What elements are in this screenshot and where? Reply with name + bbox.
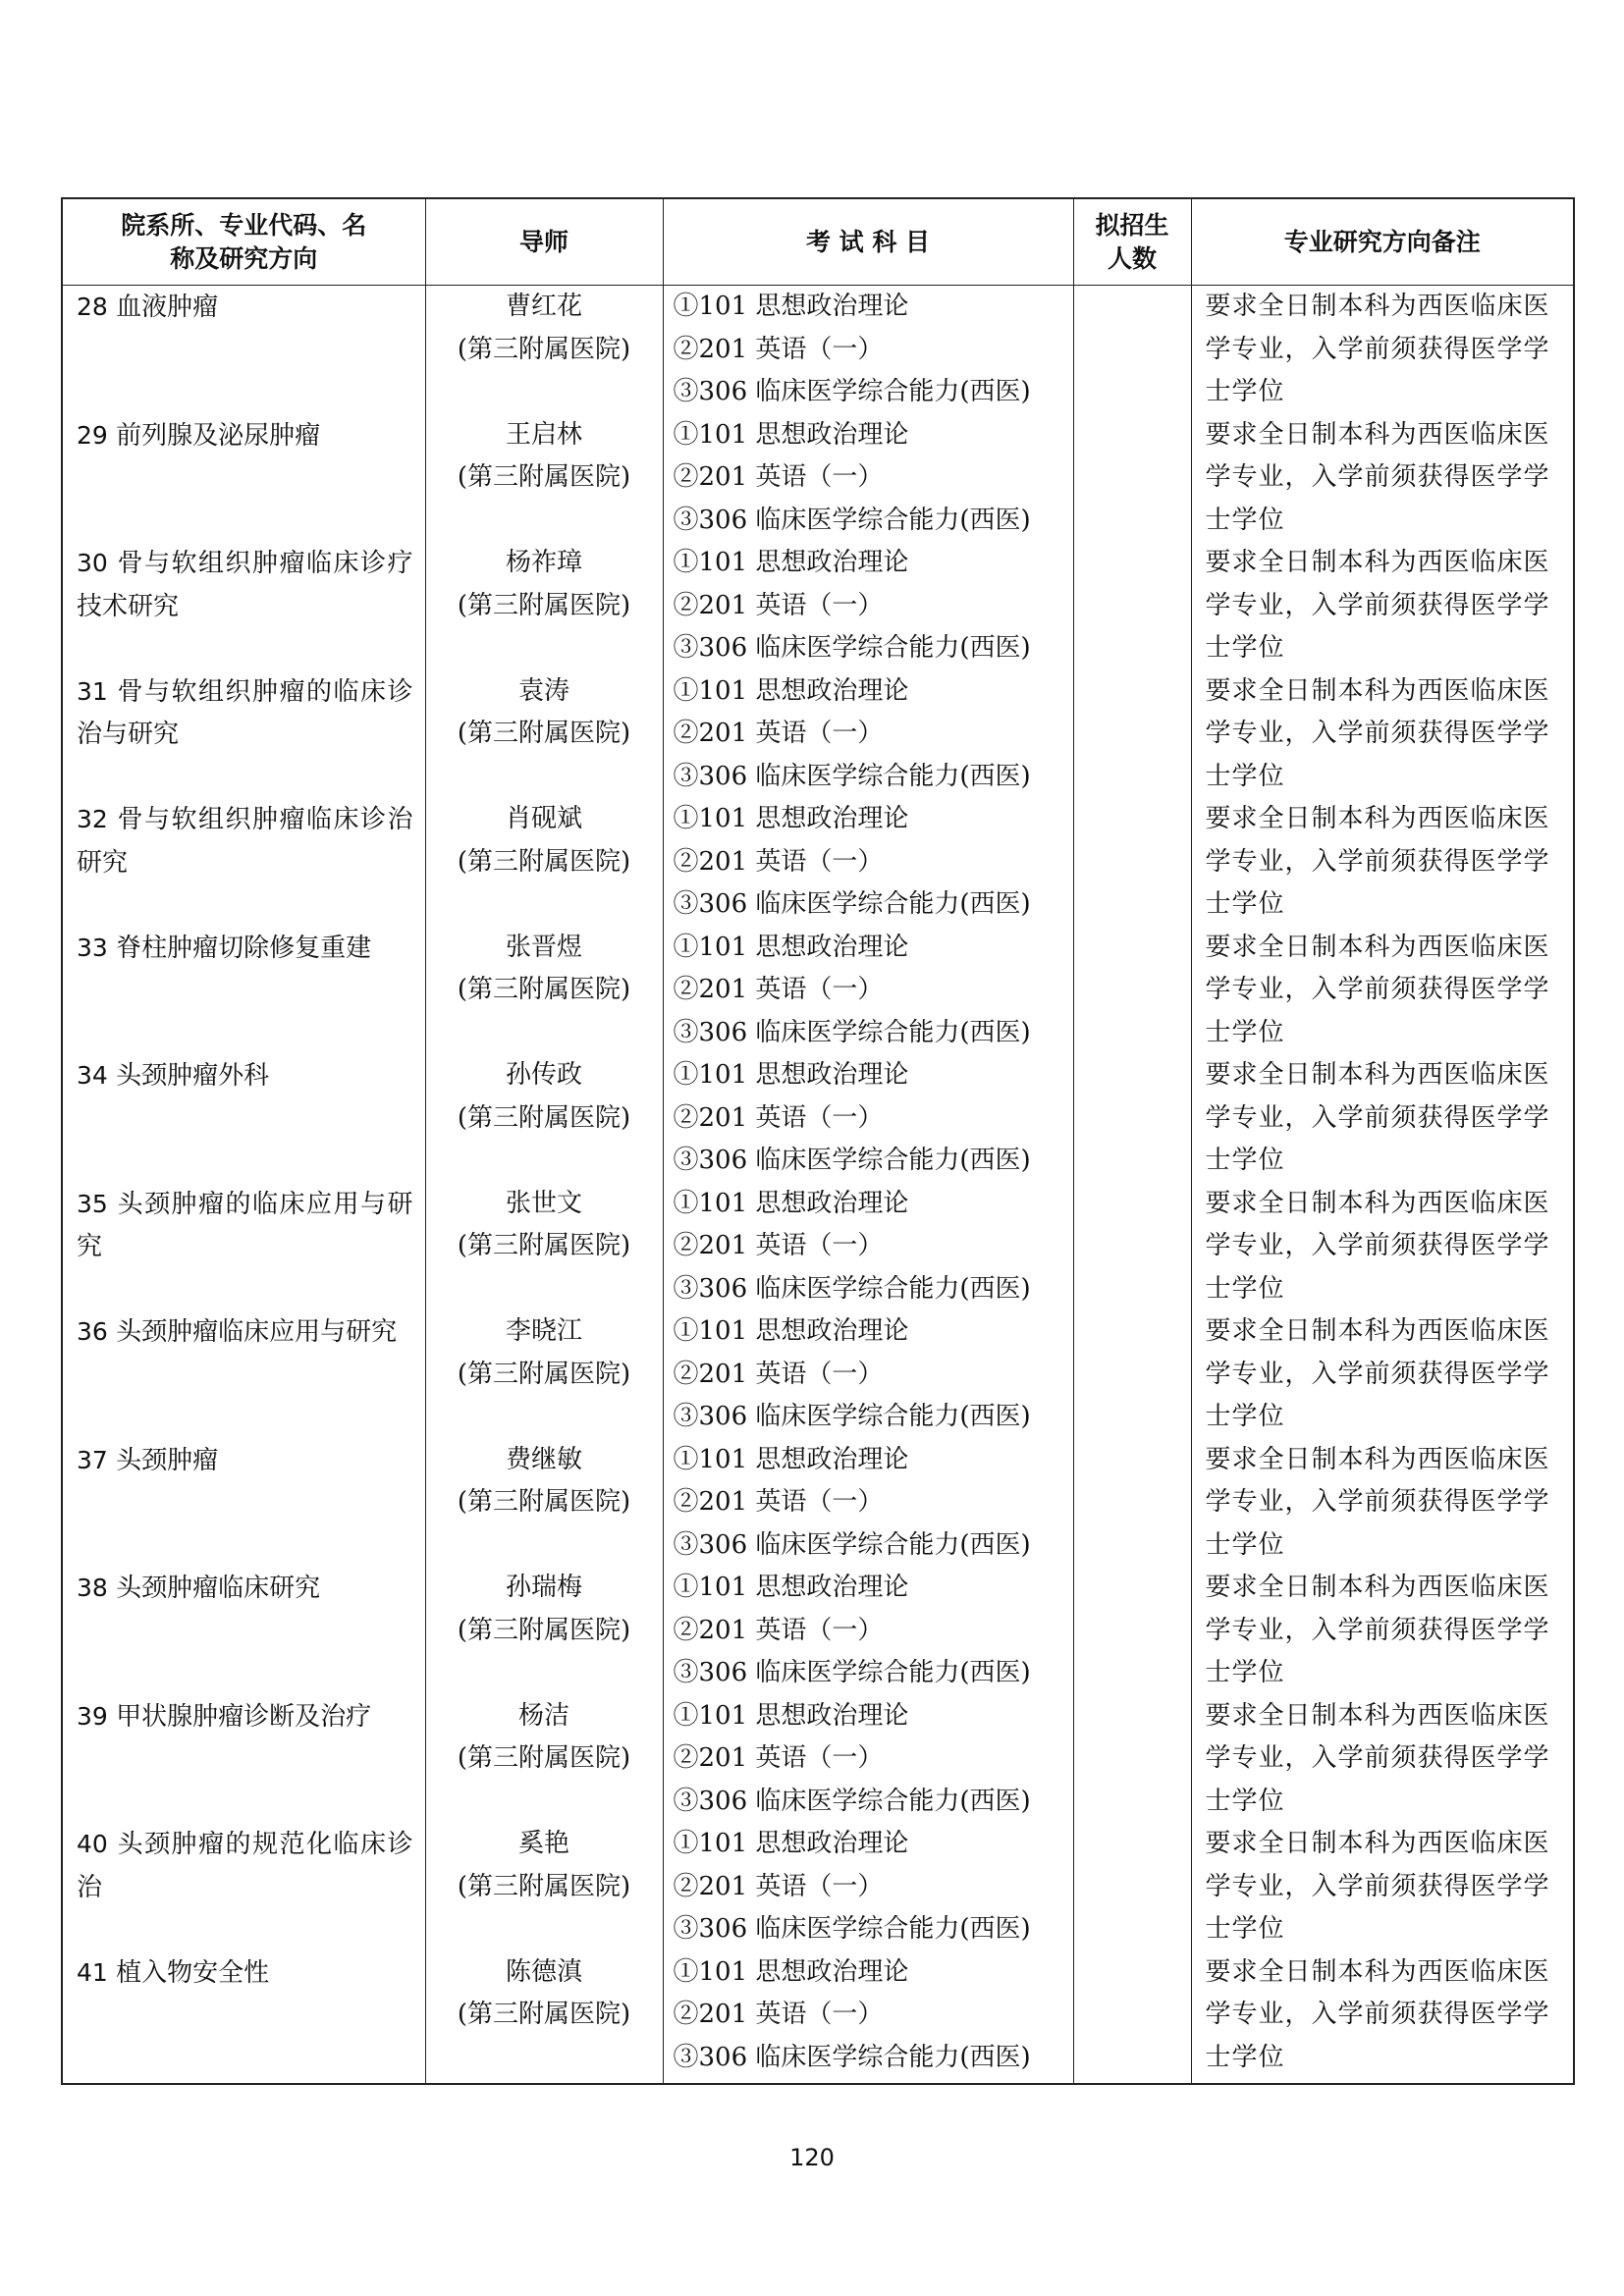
supervisor-unit: (第三附属医院) (457, 1743, 631, 1773)
direction-number: 39 (77, 1701, 108, 1731)
exam-subject: ③306 临床医学综合能力(西医) (673, 505, 1031, 535)
table-row (62, 414, 1574, 543)
admissions-table-container (61, 197, 1573, 2085)
direction-cell (62, 1054, 425, 1183)
direction-number: 40 (77, 1830, 108, 1858)
exam-subject: ①101 思想政治理论 (673, 1829, 909, 1858)
supervisor-name: 曹红花 (505, 292, 582, 321)
exam-cell (663, 1951, 1073, 2084)
remark-cell: 要求全日制本科为西医临床医学专业，入学前须获得医学学士学位 (1191, 1951, 1574, 2084)
direction-cell (62, 1823, 425, 1951)
exam-subject: ②201 英语（一） (673, 2000, 884, 2029)
direction-name: 头颈肿瘤的规范化临床诊治 (77, 1830, 413, 1902)
remark-cell: 要求全日制本科为西医临床医学专业，入学前须获得医学学士学位 (1191, 1439, 1574, 1568)
exam-subject: ③306 临床医学综合能力(西医) (673, 1146, 1031, 1175)
supervisor-unit: (第三附属医院) (457, 2000, 631, 2029)
direction-number: 38 (77, 1574, 108, 1602)
quota-cell (1073, 1695, 1191, 1824)
header-direction (62, 198, 425, 286)
header-quota (1073, 198, 1191, 286)
remark-cell: 要求全日制本科为西医临床医学专业，入学前须获得医学学士学位 (1191, 1310, 1574, 1439)
direction-number: 36 (77, 1317, 108, 1346)
exam-cell (663, 286, 1073, 414)
supervisor-unit: (第三附属医院) (457, 719, 631, 748)
table-row (62, 798, 1574, 927)
header-direction-label: 院系所、专业代码、名称及研究方向 (121, 210, 367, 273)
supervisor-name: 肖砚斌 (505, 804, 582, 833)
exam-subject: ③306 临床医学综合能力(西医) (673, 1914, 1031, 1944)
remark-cell: 要求全日制本科为西医临床医学专业，入学前须获得医学学士学位 (1191, 1054, 1574, 1183)
exam-cell (663, 414, 1073, 543)
exam-cell (663, 1695, 1073, 1824)
direction-name: 头颈肿瘤 (116, 1445, 219, 1475)
direction-name: 血液肿瘤 (116, 293, 219, 322)
supervisor-name: 奚艳 (517, 1829, 569, 1858)
supervisor-unit: (第三附属医院) (457, 975, 631, 1004)
supervisor-unit: (第三附属医院) (457, 590, 631, 620)
table-row (62, 1183, 1574, 1311)
exam-subject: ②201 英语（一） (673, 1743, 884, 1773)
direction-number: 28 (77, 293, 108, 321)
supervisor-name: 杨洁 (517, 1700, 569, 1731)
direction-name: 头颈肿瘤外科 (116, 1061, 270, 1091)
exam-subject: ①101 思想政治理论 (673, 548, 909, 577)
direction-number: 37 (77, 1445, 108, 1474)
exam-subject: ②201 英语（一） (673, 1487, 884, 1517)
supervisor-unit: (第三附属医院) (457, 1615, 631, 1645)
header-row (62, 198, 1574, 286)
quota-cell (1073, 1567, 1191, 1695)
exam-subject: ③306 临床医学综合能力(西医) (673, 633, 1031, 663)
supervisor-unit: (第三附属医院) (457, 1487, 631, 1517)
supervisor-name: 袁涛 (517, 675, 569, 706)
supervisor-name: 费继敏 (505, 1444, 582, 1474)
exam-subject: ①101 思想政治理论 (673, 675, 909, 706)
supervisor-cell (425, 1567, 663, 1695)
supervisor-cell (425, 1951, 663, 2084)
quota-cell (1073, 1823, 1191, 1951)
exam-subject: ②201 英语（一） (673, 1871, 884, 1901)
direction-number: 31 (77, 676, 108, 706)
table-row (62, 286, 1574, 414)
remark-cell: 要求全日制本科为西医临床医学专业，入学前须获得医学学士学位 (1191, 414, 1574, 543)
quota-cell (1073, 542, 1191, 670)
supervisor-cell (425, 1054, 663, 1183)
supervisor-name: 王启林 (505, 419, 582, 450)
direction-number: 29 (77, 420, 108, 450)
supervisor-unit: (第三附属医院) (457, 1359, 631, 1389)
exam-cell (663, 1439, 1073, 1568)
exam-subject: ②201 英语（一） (673, 1231, 884, 1260)
direction-cell (62, 1310, 425, 1439)
direction-name: 脊柱肿瘤切除修复重建 (116, 933, 372, 963)
direction-cell (62, 1695, 425, 1824)
exam-subject: ①101 思想政治理论 (673, 932, 909, 962)
supervisor-cell (425, 1183, 663, 1311)
exam-subject: ③306 临床医学综合能力(西医) (673, 1017, 1031, 1047)
exam-subject: ②201 英语（一） (673, 846, 884, 877)
exam-cell (663, 670, 1073, 799)
remark-cell: 要求全日制本科为西医临床医学专业，入学前须获得医学学士学位 (1191, 542, 1574, 670)
supervisor-name: 李晓江 (505, 1316, 582, 1346)
exam-subject: ③306 临床医学综合能力(西医) (673, 2042, 1031, 2072)
direction-name: 头颈肿瘤临床应用与研究 (116, 1317, 398, 1347)
exam-subject: ①101 思想政治理论 (673, 419, 909, 450)
table-row (62, 1054, 1574, 1183)
admissions-table (61, 197, 1575, 2085)
exam-cell (663, 1567, 1073, 1695)
direction-number: 32 (77, 805, 108, 833)
table-row (62, 1439, 1574, 1568)
exam-subject: ①101 思想政治理论 (673, 1956, 909, 1987)
exam-subject: ③306 临床医学综合能力(西医) (673, 761, 1031, 791)
direction-name: 骨与软组织肿瘤临床诊疗技术研究 (77, 549, 413, 621)
exam-subject: ③306 临床医学综合能力(西医) (673, 1273, 1031, 1304)
exam-subject: ③306 临床医学综合能力(西医) (673, 889, 1031, 919)
exam-subject: ①101 思想政治理论 (673, 1700, 909, 1731)
exam-subject: ②201 英语（一） (673, 1102, 884, 1133)
supervisor-name: 张世文 (505, 1188, 582, 1218)
direction-cell (62, 286, 425, 414)
exam-subject: ①101 思想政治理论 (673, 1444, 909, 1474)
remark-cell: 要求全日制本科为西医临床医学专业，入学前须获得医学学士学位 (1191, 1183, 1574, 1311)
exam-subject: ②201 英语（一） (673, 334, 884, 364)
exam-subject: ②201 英语（一） (673, 1359, 884, 1389)
direction-name: 前列腺及泌尿肿瘤 (116, 420, 321, 451)
quota-cell (1073, 1183, 1191, 1311)
supervisor-unit: (第三附属医院) (457, 462, 631, 492)
remark-cell: 要求全日制本科为西医临床医学专业，入学前须获得医学学士学位 (1191, 927, 1574, 1055)
supervisor-name: 杨祚璋 (505, 548, 582, 577)
direction-number: 30 (77, 549, 108, 577)
remark-cell: 要求全日制本科为西医临床医学专业，入学前须获得医学学士学位 (1191, 286, 1574, 414)
direction-number: 33 (77, 933, 108, 962)
direction-name: 头颈肿瘤的临床应用与研究 (77, 1189, 413, 1261)
header-quota-label: 拟招生人数 (1095, 210, 1169, 273)
supervisor-name: 孙瑞梅 (505, 1573, 582, 1602)
quota-cell (1073, 927, 1191, 1055)
direction-cell (62, 1951, 425, 2084)
supervisor-cell (425, 670, 663, 799)
direction-number: 35 (77, 1189, 108, 1218)
exam-subject: ①101 思想政治理论 (673, 1188, 909, 1218)
table-body (62, 286, 1574, 2084)
page-number: 120 (789, 2144, 835, 2171)
direction-number: 41 (77, 1957, 108, 1987)
table-row (62, 1823, 1574, 1951)
quota-cell (1073, 286, 1191, 414)
table-row (62, 1310, 1574, 1439)
exam-cell (663, 927, 1073, 1055)
quota-cell (1073, 1310, 1191, 1439)
exam-subject: ①101 思想政治理论 (673, 804, 909, 833)
supervisor-cell (425, 414, 663, 543)
direction-cell (62, 414, 425, 543)
supervisor-unit: (第三附属医院) (457, 1102, 631, 1133)
table-row (62, 1567, 1574, 1695)
exam-subject: ①101 思想政治理论 (673, 1060, 909, 1090)
direction-cell (62, 542, 425, 670)
table-row (62, 927, 1574, 1055)
exam-cell (663, 1310, 1073, 1439)
table-row (62, 670, 1574, 799)
exam-cell (663, 798, 1073, 927)
exam-subject: ③306 临床医学综合能力(西医) (673, 1529, 1031, 1560)
remark-cell: 要求全日制本科为西医临床医学专业，入学前须获得医学学士学位 (1191, 670, 1574, 799)
supervisor-name: 陈德滇 (505, 1956, 582, 1987)
direction-cell (62, 1183, 425, 1311)
exam-subject: ①101 思想政治理论 (673, 1573, 909, 1602)
supervisor-unit: (第三附属医院) (457, 846, 631, 877)
exam-cell (663, 542, 1073, 670)
exam-subject: ③306 临床医学综合能力(西医) (673, 1786, 1031, 1816)
supervisor-unit: (第三附属医院) (457, 1231, 631, 1260)
supervisor-unit: (第三附属医院) (457, 334, 631, 364)
direction-name: 头颈肿瘤临床研究 (116, 1574, 321, 1603)
supervisor-cell (425, 798, 663, 927)
exam-cell (663, 1823, 1073, 1951)
direction-cell (62, 1439, 425, 1568)
remark-cell: 要求全日制本科为西医临床医学专业，入学前须获得医学学士学位 (1191, 1695, 1574, 1824)
header-remarks: 专业研究方向备注 (1191, 198, 1574, 286)
exam-subject: ③306 临床医学综合能力(西医) (673, 1658, 1031, 1687)
direction-cell (62, 927, 425, 1055)
exam-subject: ②201 英语（一） (673, 1615, 884, 1645)
direction-name: 骨与软组织肿瘤临床诊治研究 (77, 805, 413, 878)
exam-cell (663, 1183, 1073, 1311)
header-supervisor: 导师 (425, 198, 663, 286)
exam-subject: ③306 临床医学综合能力(西医) (673, 1402, 1031, 1431)
supervisor-name: 张晋煜 (505, 932, 582, 962)
remark-cell: 要求全日制本科为西医临床医学专业，入学前须获得医学学士学位 (1191, 1823, 1574, 1951)
supervisor-cell (425, 286, 663, 414)
exam-subject: ①101 思想政治理论 (673, 1316, 909, 1346)
supervisor-cell (425, 542, 663, 670)
supervisor-unit: (第三附属医院) (457, 1871, 631, 1901)
supervisor-cell (425, 1695, 663, 1824)
direction-cell (62, 798, 425, 927)
exam-cell (663, 1054, 1073, 1183)
quota-cell (1073, 1951, 1191, 2084)
supervisor-name: 孙传政 (505, 1060, 582, 1090)
supervisor-cell (425, 1823, 663, 1951)
exam-subject: ①101 思想政治理论 (673, 292, 909, 321)
exam-subject: ③306 临床医学综合能力(西医) (673, 377, 1031, 406)
direction-number: 34 (77, 1061, 108, 1090)
quota-cell (1073, 798, 1191, 927)
direction-name: 骨与软组织肿瘤的临床诊治与研究 (77, 676, 413, 749)
table-row (62, 1695, 1574, 1824)
exam-subject: ②201 英语（一） (673, 719, 884, 748)
direction-name: 植入物安全性 (116, 1957, 270, 1988)
quota-cell (1073, 1439, 1191, 1568)
header-exam: 考 试 科 目 (663, 198, 1073, 286)
direction-cell (62, 1567, 425, 1695)
table-row (62, 542, 1574, 670)
table-header (62, 198, 1574, 286)
supervisor-cell (425, 1310, 663, 1439)
exam-subject: ②201 英语（一） (673, 590, 884, 620)
quota-cell (1073, 670, 1191, 799)
supervisor-cell (425, 927, 663, 1055)
exam-subject: ②201 英语（一） (673, 975, 884, 1004)
quota-cell (1073, 1054, 1191, 1183)
direction-name: 甲状腺肿瘤诊断及治疗 (116, 1701, 372, 1732)
supervisor-cell (425, 1439, 663, 1568)
remark-cell: 要求全日制本科为西医临床医学专业，入学前须获得医学学士学位 (1191, 1567, 1574, 1695)
remark-cell: 要求全日制本科为西医临床医学专业，入学前须获得医学学士学位 (1191, 798, 1574, 927)
direction-cell (62, 670, 425, 799)
table-row (62, 1951, 1574, 2084)
exam-subject: ②201 英语（一） (673, 462, 884, 492)
quota-cell (1073, 414, 1191, 543)
